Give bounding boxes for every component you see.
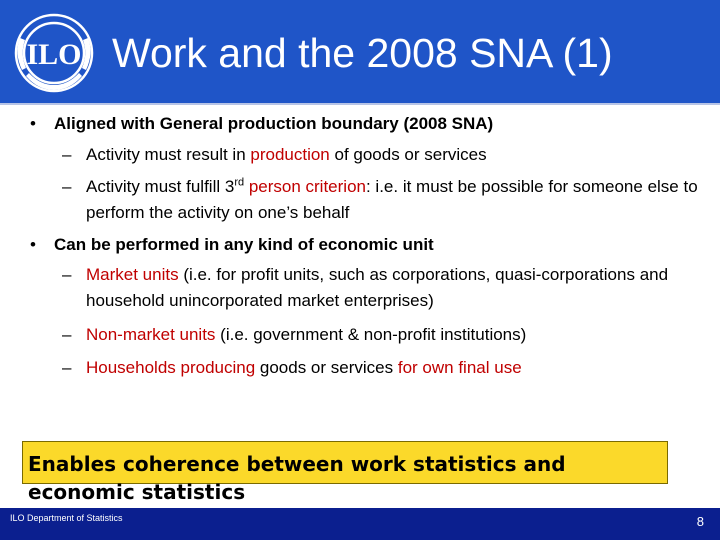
sub-bullet-production: – Activity must result in production of goods or services xyxy=(62,145,487,164)
slide-title: Work and the 2008 SNA (1) xyxy=(112,30,613,76)
footer-label: ILO Department of Statistics xyxy=(10,513,123,523)
emphasis-non-market-units: Non-market units xyxy=(86,325,216,344)
ilo-logo-icon xyxy=(6,8,102,98)
title-divider xyxy=(0,103,720,105)
bullet-text: Can be performed in any kind of economic unit xyxy=(54,235,434,254)
sub-bullet-households: – Households producing goods or services for own final use xyxy=(62,358,522,377)
emphasis-market-units: Market units xyxy=(86,265,179,284)
logo-text: ILO xyxy=(26,38,82,71)
sub-bullet-non-market-units: – Non-market units (i.e. government & non-profit institutions) xyxy=(62,325,527,344)
sub-bullet-third-person: – Activity must fulfill 3rd person criterion: i.e. it must be possible for someone else to perform the activity on one’s behalf xyxy=(62,176,698,222)
callout-text: Enables coherence between work statistics and economic statistics xyxy=(28,452,566,504)
sub-bullet-market-units: – Market units (i.e. for profit units, such as corporations, quasi-corporations and household unincorporated market enterprises) xyxy=(62,265,669,310)
emphasis-own-final-use: for own final use xyxy=(397,358,522,377)
emphasis-households: Households producing xyxy=(86,358,256,377)
emphasis-production: production xyxy=(250,145,330,164)
emphasis-person-criterion: person criterion xyxy=(244,177,366,196)
bullet-text: Aligned with General production boundary (2008 SNA) xyxy=(54,114,494,133)
page-number: 8 xyxy=(696,514,704,529)
bullet-aligned: • Aligned with General production boundary (2008 SNA) xyxy=(30,114,494,133)
bullet-economic-unit: • Can be performed in any kind of economic unit xyxy=(30,235,434,254)
